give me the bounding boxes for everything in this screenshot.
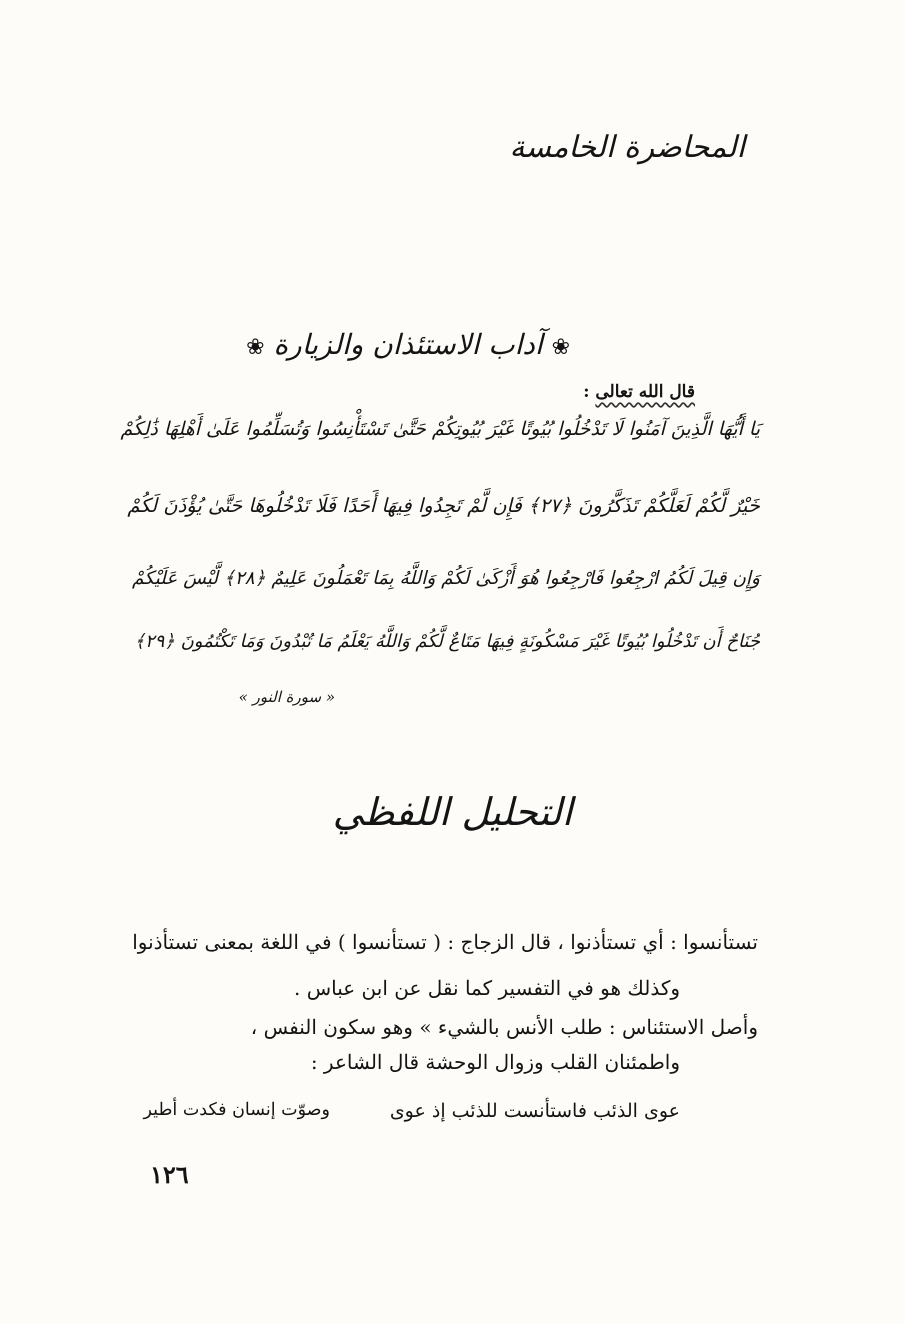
verse-line: يَا أَيُّهَا الَّذِينَ آمَنُوا لَا تَدْخُلُوا بُيُوتًا غَيْرَ بُيُوتِكُمْ حَتَّىٰ تَسْتَأْنِسُوا وَتُسَلِّمُوا عَلَىٰ أَهْلِهَا ذَٰلِكُمْ	[120, 418, 760, 440]
verse-line: وَإِن قِيلَ لَكُمُ ارْجِعُوا فَارْجِعُوا هُوَ أَزْكَىٰ لَكُمْ وَاللَّهُ بِمَا تَعْمَلُونَ عَلِيمٌ ﴿٢٨﴾ لَّيْسَ عَلَيْكُمْ	[132, 568, 760, 589]
analysis-title: التحليل اللفظي	[332, 790, 573, 834]
verse-intro-colon: :	[583, 382, 596, 402]
poem-first-hemistich: عوى الذئب فاستأنست للذئب إذ عوى	[389, 1100, 680, 1122]
ornament-left-icon: ❀	[246, 335, 265, 360]
paragraph-line: واطمئنان القلب وزوال الوحشة قال الشاعر :	[310, 1050, 680, 1074]
surah-reference: « سورة النور »	[238, 688, 335, 706]
page-number: ١٢٦	[150, 1160, 189, 1189]
verse-line: خَيْرٌ لَّكُمْ لَعَلَّكُمْ تَذَكَّرُونَ ﴿٢٧﴾ فَإِن لَّمْ تَجِدُوا فِيهَا أَحَدًا فَلَا تَدْخُلُوهَا حَتَّىٰ يُؤْذَنَ لَكُمْ	[127, 494, 760, 517]
verse-intro	[583, 382, 695, 402]
lecture-title: المحاضرة الخامسة	[509, 130, 745, 165]
section-heading	[246, 328, 570, 361]
verse-intro-label: قال الله تعالى	[595, 382, 695, 402]
ornament-right-icon: ❀	[551, 335, 570, 360]
section-heading-text: آداب الاستئذان والزيارة	[273, 328, 543, 361]
verse-line: جُنَاحٌ أَن تَدْخُلُوا بُيُوتًا غَيْرَ مَسْكُونَةٍ فِيهَا مَتَاعٌ لَّكُمْ وَاللَّهُ يَعْلَمُ مَا تُبْدُونَ وَمَا تَكْتُمُونَ ﴿٢٩﴾	[134, 631, 760, 652]
paragraph-line: وأصل الاستئناس : طلب الأنس بالشيء » وهو سكون النفس ،	[250, 1015, 758, 1039]
paragraph-line: تستأنسوا : أي تستأذنوا ، قال الزجاج : ( تستأنسوا ) في اللغة بمعنى تستأذنوا	[132, 930, 758, 954]
paragraph-line: وكذلك هو في التفسير كما نقل عن ابن عباس .	[293, 976, 680, 1000]
poem-second-hemistich: وصوّت إنسان فكدت أطير	[143, 1100, 330, 1120]
